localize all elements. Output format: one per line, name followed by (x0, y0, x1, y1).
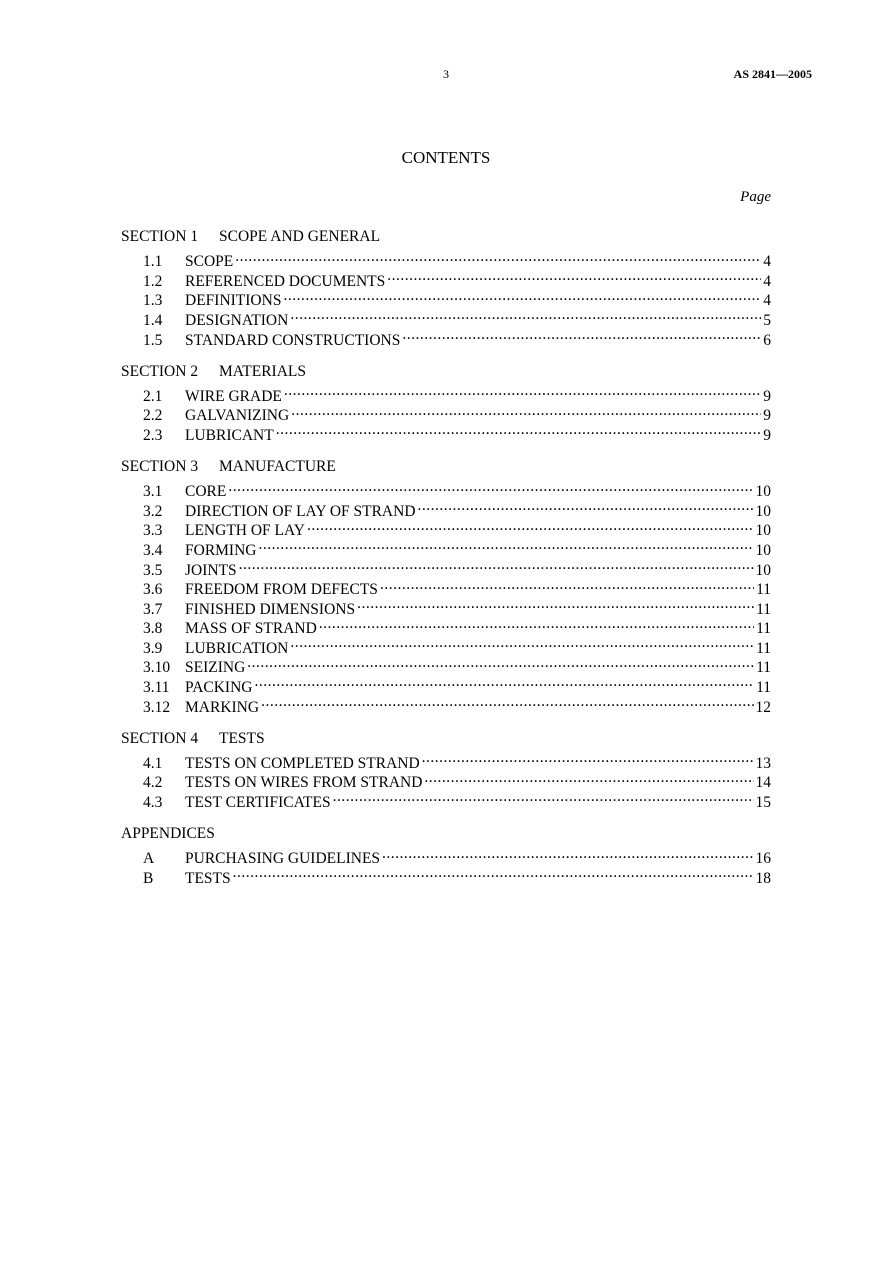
dot-leader (276, 420, 762, 440)
dot-leader (290, 633, 754, 653)
section-heading[interactable] (121, 362, 771, 382)
section-number: SECTION 2 (121, 362, 199, 380)
toc-entry-page: 13 (755, 754, 771, 772)
toc-entry-page: 10 (755, 502, 771, 520)
section-name: SCOPE AND GENERAL (219, 228, 381, 245)
table-of-contents (121, 227, 771, 900)
toc-entry-title: TESTS ON COMPLETED STRAND (185, 754, 420, 772)
toc-entry-number: 3.8 (143, 620, 163, 638)
dot-leader (235, 247, 761, 267)
toc-entry-page: 10 (755, 561, 771, 579)
toc-entry-title: PURCHASING GUIDELINES (185, 850, 381, 868)
toc-entry-title: FREEDOM FROM DEFECTS (185, 581, 378, 599)
toc-entry-number: 3.1 (143, 483, 163, 501)
toc-entry-number: 3.10 (143, 659, 171, 677)
toc-entry-page: 10 (755, 483, 771, 501)
toc-entry-title: DIRECTION OF LAY OF STRAND (185, 502, 416, 520)
toc-entry[interactable] (121, 844, 771, 868)
document-id: AS 2841—2005 (733, 67, 812, 81)
toc-entry-number: 3.11 (143, 679, 170, 697)
dot-leader (380, 575, 754, 595)
toc-entry-title: MASS OF STRAND (185, 620, 317, 638)
toc-entry-title: WIRE GRADE (185, 387, 282, 405)
toc-entry-page: 12 (755, 698, 771, 716)
dot-leader (418, 496, 754, 516)
toc-entry-page: 6 (763, 331, 771, 349)
toc-entry-page: 11 (756, 639, 771, 657)
section-heading[interactable] (121, 729, 771, 749)
toc-entry-title: DEFINITIONS (185, 292, 282, 310)
dot-leader (233, 863, 754, 883)
toc-entry-number: 2.1 (143, 387, 163, 405)
toc-entry-title: FORMING (185, 541, 257, 559)
dot-leader (319, 614, 754, 634)
toc-entry-page: 5 (763, 311, 771, 329)
toc-entry-title: GALVANIZING (185, 407, 290, 425)
dot-leader (247, 653, 754, 673)
section-heading[interactable] (121, 457, 771, 477)
section-name: TESTS (219, 729, 265, 747)
toc-entry[interactable] (121, 477, 771, 501)
toc-entry-number: 3.12 (143, 698, 171, 716)
toc-entry-number: 3.5 (143, 561, 163, 579)
toc-entry-title: LENGTH OF LAY (185, 522, 305, 540)
toc-entry-number: 2.2 (143, 407, 163, 425)
section-number: SECTION 1 (121, 228, 199, 245)
toc-entry-number: 2.3 (143, 426, 163, 444)
toc-entry-page: 9 (763, 387, 771, 405)
toc-entry-title: LUBRICANT (185, 426, 274, 444)
toc-entry-title: SEIZING (185, 659, 246, 677)
toc-entry-page: 4 (763, 253, 771, 271)
toc-entry-title: FINISHED DIMENSIONS (185, 600, 356, 618)
toc-entry-page: 16 (755, 850, 771, 868)
appendices-heading: APPENDICES (121, 825, 215, 843)
toc-entry-number: 3.7 (143, 600, 163, 618)
section-name: MATERIALS (219, 362, 306, 380)
toc-entry-number: 3.6 (143, 581, 163, 599)
toc-entry-number: 1.1 (143, 253, 163, 271)
toc-entry-title: TESTS (185, 869, 231, 887)
toc-entry-title: PACKING (185, 679, 253, 697)
toc-entry-page: 15 (755, 794, 771, 812)
toc-section (121, 729, 771, 812)
toc-entry-title: TEST CERTIFICATES (185, 794, 331, 812)
toc-section (121, 457, 771, 716)
toc-entry-number: 3.4 (143, 541, 163, 559)
toc-entry-page: 18 (755, 869, 771, 887)
dot-leader (357, 594, 754, 614)
section-number: SECTION 4 (121, 729, 199, 747)
dot-leader (333, 787, 754, 807)
toc-entry-title: TESTS ON WIRES FROM STRAND (185, 774, 423, 792)
contents-title: CONTENTS (401, 148, 491, 167)
toc-entry-title: SCOPE (185, 253, 234, 271)
toc-entry-number: 4.1 (143, 754, 163, 772)
toc-section (121, 362, 771, 444)
section-name: MANUFACTURE (219, 457, 336, 475)
dot-leader (402, 325, 761, 345)
dot-leader (290, 305, 761, 325)
dot-leader (291, 401, 761, 421)
toc-entry-title: REFERENCED DOCUMENTS (185, 272, 386, 290)
toc-entry-number: B (143, 869, 154, 887)
toc-entry[interactable] (121, 381, 771, 405)
toc-entry-page: 9 (763, 407, 771, 425)
toc-entry-page: 4 (763, 272, 771, 290)
dot-leader (382, 844, 753, 864)
toc-entry-page: 10 (755, 522, 771, 540)
toc-entry-page: 14 (755, 774, 771, 792)
toc-entry-number: 3.2 (143, 502, 163, 520)
toc-entry-title: CORE (185, 483, 227, 501)
toc-entry-number: 3.3 (143, 522, 163, 540)
dot-leader (387, 266, 761, 286)
section-heading[interactable] (121, 227, 771, 247)
toc-entry-number: 4.3 (143, 794, 163, 812)
toc-entry-page: 10 (755, 541, 771, 559)
toc-entry-page: 11 (756, 581, 771, 599)
dot-leader (239, 555, 754, 575)
toc-entry-title: MARKING (185, 698, 260, 716)
toc-entry-page: 11 (756, 600, 771, 618)
section-number: SECTION 3 (121, 457, 199, 475)
toc-entry-number: 3.9 (143, 639, 163, 657)
toc-entry-number: 1.2 (143, 272, 163, 290)
toc-entry-page: 11 (756, 659, 771, 677)
dot-leader (424, 768, 753, 788)
dot-leader (284, 381, 761, 401)
toc-entry-page: 4 (763, 292, 771, 310)
dot-leader (254, 672, 754, 692)
toc-entry-page: 11 (756, 679, 771, 697)
toc-entry[interactable] (121, 748, 771, 772)
toc-entry-title: LUBRICATION (185, 639, 289, 657)
toc-entry[interactable] (121, 247, 771, 271)
toc-entry-number: 1.5 (143, 331, 163, 349)
dot-leader (228, 477, 753, 497)
toc-entry-number: 1.3 (143, 292, 163, 310)
toc-entry-number: 1.4 (143, 311, 163, 329)
toc-appendices (121, 824, 771, 887)
toc-entry-title: STANDARD CONSTRUCTIONS (185, 331, 401, 349)
page-number: 3 (443, 67, 449, 81)
dot-leader (422, 748, 754, 768)
dot-leader (307, 516, 754, 536)
toc-entry-page: 11 (756, 620, 771, 638)
toc-entry-page: 9 (763, 426, 771, 444)
toc-entry-title: DESIGNATION (185, 311, 289, 329)
dot-leader (283, 286, 761, 306)
toc-entry-number: 4.2 (143, 774, 163, 792)
toc-section (121, 227, 771, 349)
toc-entry-number: A (143, 850, 155, 868)
dot-leader (258, 535, 753, 555)
dot-leader (261, 692, 753, 712)
page-column-label: Page (740, 189, 771, 205)
toc-entry-title: JOINTS (185, 561, 237, 579)
